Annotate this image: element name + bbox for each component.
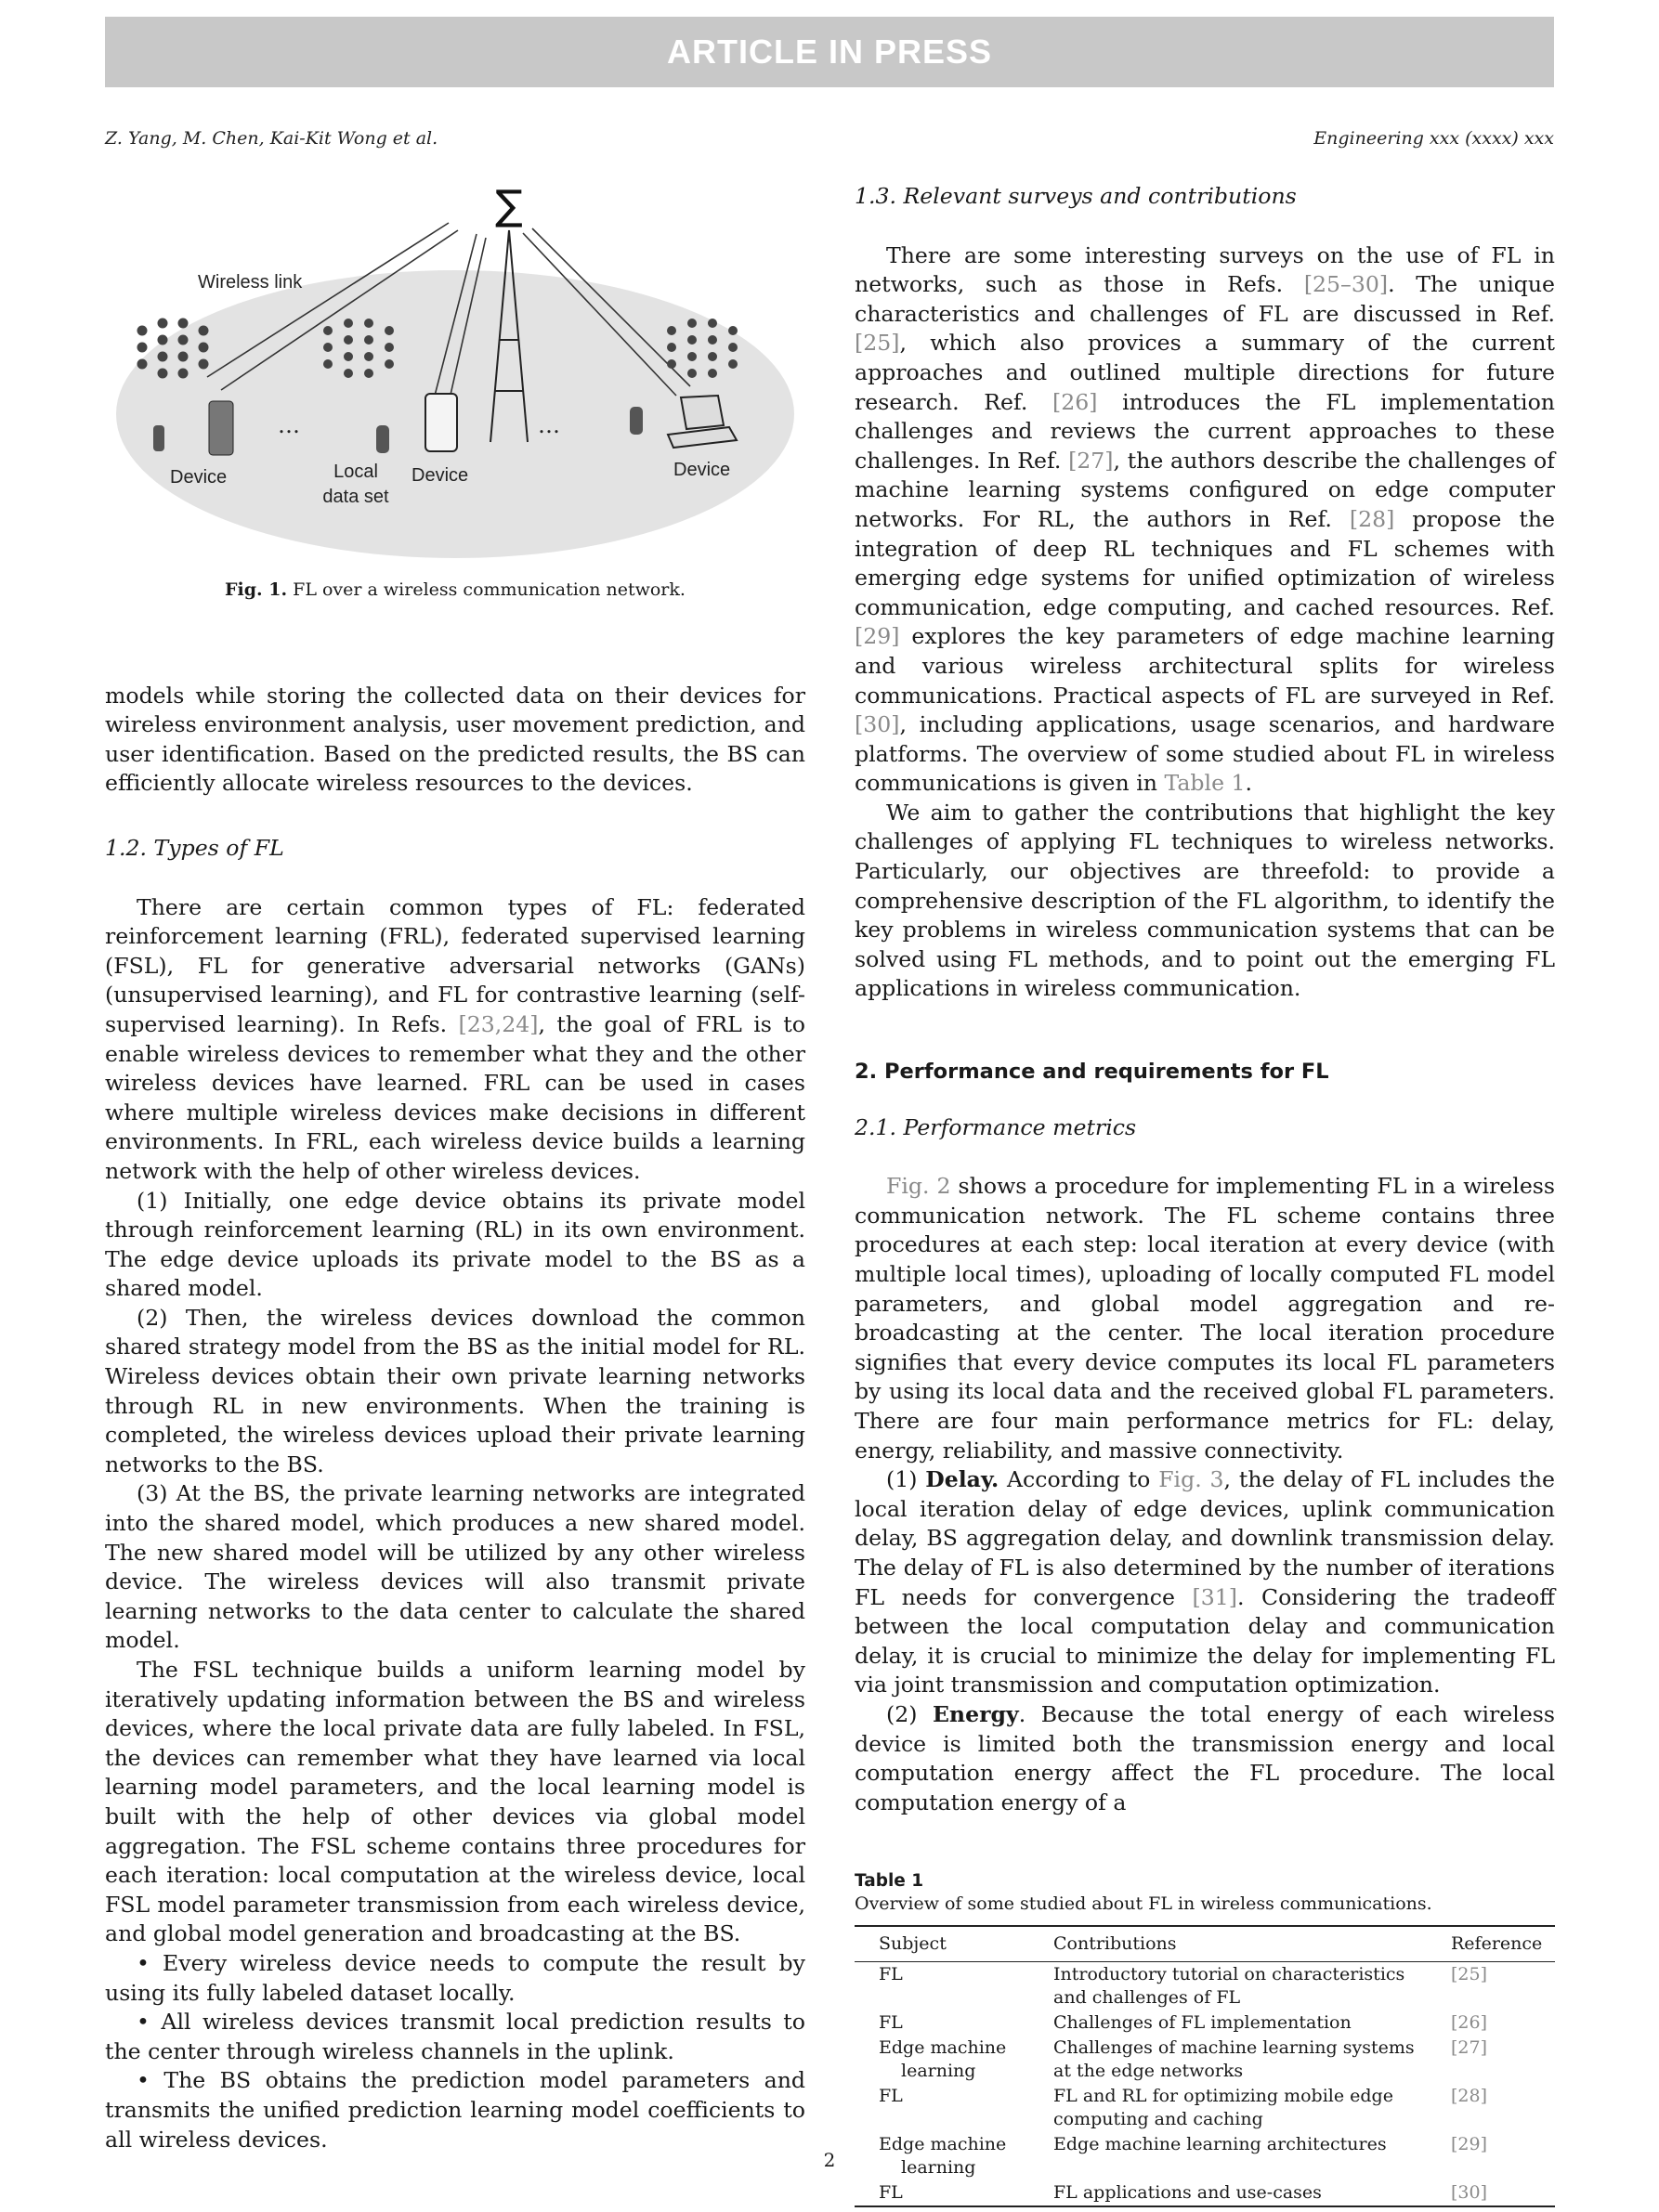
table-row <box>855 2180 1555 2206</box>
term-energy: Energy <box>932 1700 1019 1727</box>
citation-link[interactable]: [28] <box>1349 505 1395 532</box>
table-cell: Edge machine learning architectures <box>1053 2134 1387 2155</box>
citation-link[interactable]: [31] <box>1192 1583 1237 1610</box>
term-delay: Delay. <box>925 1466 999 1493</box>
section-heading-2-1: 2.1. Performance metrics <box>855 1113 1137 1140</box>
citation-link[interactable]: [25] <box>1451 1964 1488 1985</box>
data-storage-icon <box>153 425 164 451</box>
paragraph: (3) At the BS, the private learning networks are integrated into the shared model, which produces a new shared model. The new shared model will be utilized by any other wireless device. The wireless devices will also transmit private learning networks to the data center to calculate the shared model. <box>105 1480 805 1654</box>
device-label: Device <box>673 460 731 480</box>
local-data-label: Local <box>333 462 378 482</box>
paragraph: (1) Initially, one edge device obtains its private model through reinforcement learning (RL) in its own environment. The edge device uploads its private model to the BS as a shared model. <box>105 1187 805 1302</box>
bullet-item: • Every wireless device needs to compute the result by using its fully labeled dataset locally. <box>105 1949 805 2006</box>
table-cell: Edge machine learning <box>879 2037 1007 2082</box>
paragraph: (1) Delay. According to Fig. 3, the delay of FL includes the local iteration delay of edge devices, uplink communication delay, BS aggregation delay, and downlink transmission delay. The delay of FL is also determined by the number of iterations FL needs for convergence [31]. Considering the tradeoff between the local computation delay and communication delay, it is crucial to minimize the delay for implementing FL via joint transmission and computation optimization. <box>855 1466 1556 1698</box>
citation-link[interactable]: [27] <box>1451 2037 1488 2059</box>
paragraph: models while storing the collected data on their devices for wireless environment analysis, user movement prediction, and user identification. Based on the predicted results, the BS can efficiently allocate wireless resources to the devices. <box>105 682 805 797</box>
running-head-authors: Z. Yang, M. Chen, Kai-Kit Wong et al. <box>105 128 438 149</box>
column-header: Reference <box>1451 1933 1543 1955</box>
citation-link[interactable]: [29] <box>855 623 900 650</box>
citation-link[interactable]: [30] <box>1451 2182 1488 2204</box>
right-column <box>855 182 1555 2207</box>
table-cell: FL <box>879 2182 903 2204</box>
table-cell: Edge machine learning <box>879 2134 1007 2179</box>
device-label: Device <box>411 465 469 486</box>
figure-1-diagram <box>105 182 805 563</box>
figure-1-caption-text: FL over a wireless communication network. <box>293 579 686 600</box>
table-cell: FL <box>879 2086 903 2107</box>
paragraph: (2) Energy. Because the total energy of each wireless device is limited both the transmission energy and local computation energy affect the FL procedure. The local computation energy of a <box>855 1700 1555 1815</box>
table-link[interactable]: Table 1 <box>1164 770 1246 797</box>
paragraph: (2) Then, the wireless devices download the common shared strategy model from the BS as the initial model for RL. Wireless devices obtain their own private learning networks through RL in new environments. When the training is completed, the wireless devices upload their private learning networks to the BS. <box>105 1304 805 1477</box>
running-head-journal: Engineering xxx (xxxx) xxx <box>1313 128 1554 149</box>
citation-link[interactable]: [26] <box>1052 388 1098 415</box>
citation-link[interactable]: [27] <box>1068 447 1114 474</box>
citation-link[interactable]: [26] <box>1451 2012 1488 2034</box>
data-storage-icon <box>630 407 643 435</box>
citation-link[interactable]: [23,24] <box>458 1010 539 1037</box>
table-cell: FL <box>879 2012 903 2034</box>
left-column <box>105 182 805 2154</box>
table-cell: FL <box>879 1964 903 1985</box>
table-header-row <box>855 1926 1555 1962</box>
local-data-label: data set <box>322 487 389 507</box>
table-caption: Overview of some studied about FL in wireless communications. <box>855 1893 1432 1915</box>
flip-phone-device-icon <box>209 401 233 455</box>
section-heading-1-2: 1.2. Types of FL <box>105 834 284 861</box>
table-cell: Introductory tutorial on characteristics and challenges of FL <box>1053 1964 1405 2009</box>
table-row <box>855 2084 1555 2132</box>
table-title: Table 1 <box>855 1871 924 1892</box>
table-row <box>855 2010 1555 2036</box>
figure-link[interactable]: Fig. 3 <box>1158 1466 1224 1493</box>
paragraph: There are certain common types of FL: federated reinforcement learning (FRL), federated supervised learning (FSL), FL for generative adversarial networks (GANs) (unsupervised learning), and FL for contrastive learning (self-supervised learning). In Refs. [23,24], the goal of FRL is to enable wireless devices to remember what they and the other wireless devices have learned. FRL can be used in cases where multiple wireless devices make decisions in different environments. In FRL, each wireless device builds a learning network with the help of other wireless devices. <box>105 893 805 1184</box>
citation-link[interactable]: [29] <box>1451 2134 1488 2155</box>
table-cell: Challenges of machine learning systems at the edge networks <box>1053 2037 1415 2082</box>
citation-link[interactable]: [30] <box>855 711 900 738</box>
paragraph: We aim to gather the contributions that highlight the key challenges of applying FL techniques to wireless networks. Particularly, our objectives are threefold: to provide a comprehensive description of the FL algorithm, to identify the key problems in wireless communication systems that can be solved using FL methods, and to point out the emerging FL applications in wireless communication. <box>855 799 1555 1002</box>
paragraph: Fig. 2 shows a procedure for implementing FL in a wireless communication network. The FL scheme contains three procedures at each step: local iteration at every device (with multiple local times), uploading of locally computed FL model parameters, and global model aggregation and re-broadcasting at the center. The local iteration procedure signifies that every device computes its local FL parameters by using its local data and the received global FL parameters. There are four main performance metrics for FL: delay, energy, reliability, and massive connectivity. <box>855 1173 1555 1464</box>
aggregation-sigma-symbol: ∑ <box>495 182 523 229</box>
table-cell: Challenges of FL implementation <box>1053 2012 1352 2034</box>
citation-link[interactable]: [25] <box>855 330 900 357</box>
table-cell: FL and RL for optimizing mobile edge computing and caching <box>1053 2086 1393 2130</box>
wireless-link-label: Wireless link <box>198 272 303 293</box>
column-header: Subject <box>879 1933 947 1955</box>
ellipsis-mark: … <box>278 412 300 438</box>
table-row <box>855 2036 1555 2084</box>
citation-link[interactable]: [25–30] <box>1303 271 1389 298</box>
table-cell: FL applications and use-cases <box>1053 2182 1322 2204</box>
figure-1 <box>105 182 805 563</box>
bullet-item: • All wireless devices transmit local prediction results to the center through wireless channels in the uplink. <box>105 2009 805 2064</box>
figure-1-label: Fig. 1. <box>225 579 288 600</box>
section-heading-1-3: 1.3. Relevant surveys and contributions <box>855 183 1297 209</box>
figure-link[interactable]: Fig. 2 <box>886 1173 951 1200</box>
figure-1-caption <box>105 576 805 605</box>
article-in-press-banner: ARTICLE IN PRESS <box>105 17 1554 87</box>
table-row <box>855 1962 1555 2011</box>
column-header: Contributions <box>1053 1933 1177 1955</box>
data-storage-icon <box>376 425 389 453</box>
paragraph: The FSL technique builds a uniform learning model by iteratively updating information between the BS and wireless devices, where the local private data are fully labeled. In FSL, the devices can remember what they have learned via local learning model parameters, and the local learning model is built with the help of other devices via global model aggregation. The FSL scheme contains three procedures for each iteration: local computation at the wireless device, local FSL model parameter transmission from each wireless device, and global model generation and broadcasting at the BS. <box>105 1657 805 1947</box>
smartphone-device-icon <box>425 394 457 451</box>
bullet-item: • The BS obtains the prediction model parameters and transmits the unified prediction learning model coefficients to all wireless devices. <box>105 2067 805 2153</box>
section-heading-2: 2. Performance and requirements for FL <box>855 1060 1329 1085</box>
page-number: 2 <box>823 2149 836 2171</box>
citation-link[interactable]: [28] <box>1451 2086 1488 2107</box>
device-label: Device <box>170 467 228 488</box>
ellipsis-mark: … <box>538 412 560 438</box>
paragraph: There are some interesting surveys on the use of FL in networks, such as those in Refs. [25–30]. The unique characteristics and challenges of FL are discussed in Ref. [25], which also provices a summary of the current approaches and outlined multiple directions for future research. Ref. [26] introduces the FL implementation challenges and reviews the current approaches to these challenges. In Ref. [27], the authors describe the challenges of machine learning systems configured on edge computer networks. For RL, the authors in Ref. [28] propose the integration of deep RL techniques and FL schemes with emerging edge systems for unified optimization of wireless communication, edge computing, and cached resources. Ref. [29] explores the key parameters of edge machine learning and various wireless architectural splits for wireless communications. Practical aspects of FL are surveyed in Ref. [30], including applications, usage scenarios, and hardware platforms. The overview of some studied about FL in wireless communications is given in Table 1. <box>855 241 1556 797</box>
